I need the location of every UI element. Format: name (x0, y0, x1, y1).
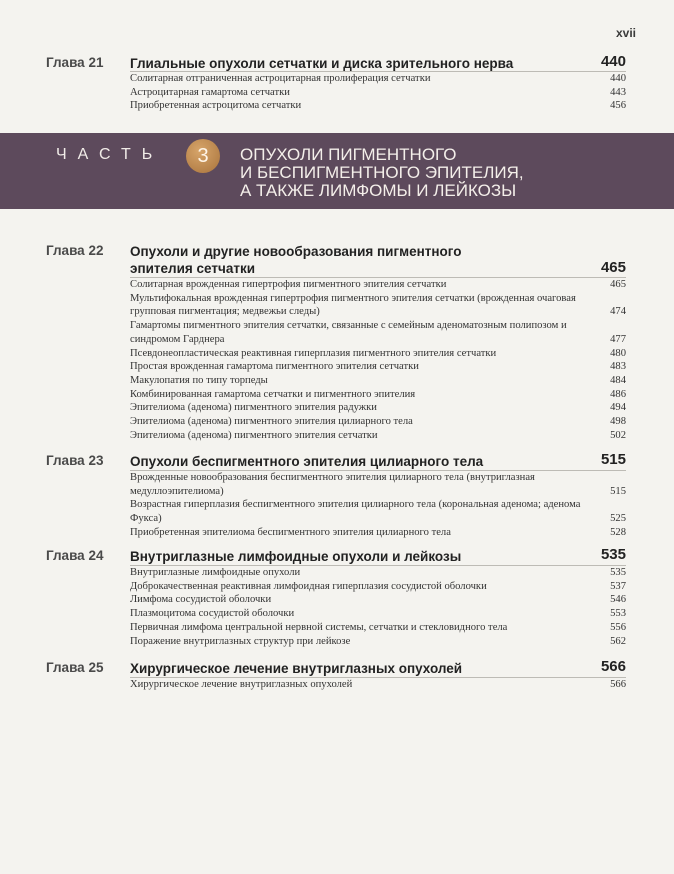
chapter-title: Опухоли и другие новообразования пигментного эпителия сетчатки (130, 244, 462, 276)
chapter-page: 465 (600, 259, 626, 276)
list-item: Эпителиома (аденома) пигментного эпителия сетчатки 502 (130, 429, 626, 441)
list-item: Солитарная врожденная гипертрофия пигментного эпителия сетчатки 465 (130, 279, 626, 290)
list-item: Комбинированная гамартома сетчатки и пигментного эпителия 486 (130, 388, 626, 400)
chapter-label: Глава 24 (46, 548, 104, 563)
list-item: Псевдонеопластическая реактивная гиперплазия пигментного эпителия сетчатки 480 (130, 347, 626, 359)
chapter-title: Опухоли беспигментного эпителия цилиарного тела (130, 454, 484, 469)
chapter-title: Глиальные опухоли сетчатки и диска зрительного нерва (130, 56, 514, 71)
list-item: Приобретенная астроцитома сетчатки 456 (130, 100, 626, 112)
chapter-title: Хирургическое лечение внутриглазных опухолей (130, 661, 463, 676)
chapter-23-entries (130, 471, 626, 540)
chapter-label: Глава 23 (46, 453, 104, 468)
list-item: Простая врожденная гамартома пигментного эпителия сетчатки 483 (130, 361, 626, 373)
list-item: Внутриглазные лимфоидные опухоли 535 (130, 567, 626, 578)
page-number: xvii (615, 26, 636, 40)
chapter-label: Глава 25 (46, 660, 104, 675)
list-item: Гамартомы пигментного эпителия сетчатки, связанные с семейным аденоматозным полипозом и синдромом Гарднера 477 (130, 320, 626, 345)
chapter-21-entries (130, 72, 626, 113)
list-item: Приобретенная эпителиома беспигментного эпителия цилиарного тела 528 (130, 526, 626, 538)
list-item: Плазмоцитома сосудистой оболочки 553 (130, 608, 626, 620)
list-item: Мультифокальная врожденная гипертрофия пигментного эпителия сетчатки (врожденная очаговая групповая пигментация; медвежьи следы) 474 (130, 292, 626, 318)
part-word: ЧАСТЬ (56, 146, 164, 163)
part-title: ОПУХОЛИ ПИГМЕНТНОГО И БЕСПИГМЕНТНОГО ЭПИТЕЛИЯ, А ТАКЖЕ ЛИМФОМЫ И ЛЕЙКОЗЫ (240, 145, 524, 200)
list-item: Солитарная отграниченная астроцитарная пролиферация сетчатки 440 (130, 73, 626, 84)
list-item: Доброкачественная реактивная лимфоидная гиперплазия сосудистой оболочки 537 (130, 580, 626, 592)
chapter-24-entries (130, 566, 626, 648)
list-item: Эпителиома (аденома) пигментного эпителия цилиарного тела 498 (130, 416, 626, 428)
list-item: Астроцитарная гамартома сетчатки 443 (130, 86, 626, 98)
list-item: Лимфома сосудистой оболочки 546 (130, 594, 626, 606)
list-item: Первичная лимфома центральной нервной системы, сетчатки и стекловидного тела 556 (130, 621, 626, 633)
chapter-label: Глава 21 (46, 55, 104, 70)
list-item: Эпителиома (аденома) пигментного эпителия радужки 494 (130, 402, 626, 414)
part-number-badge: 3 (186, 139, 220, 173)
chapter-title: Внутриглазные лимфоидные опухоли и лейкозы (130, 549, 462, 564)
list-item: Поражение внутриглазных структур при лейкозе 562 (130, 635, 626, 647)
chapter-22-entries (130, 278, 626, 442)
chapter-page: 515 (600, 451, 626, 468)
chapter-label: Глава 22 (46, 243, 104, 258)
list-item: Возрастная гиперплазия беспигментного эпителия цилиарного тела (корональная аденома; аденома Фукса) 525 (130, 499, 626, 525)
chapter-page: 535 (600, 546, 626, 563)
chapter-page: 440 (600, 53, 626, 70)
chapter-25-entries (130, 678, 626, 692)
list-item: Макулопатия по типу торпеды 484 (130, 374, 626, 386)
list-item: Хирургическое лечение внутриглазных опухолей 566 (130, 679, 626, 690)
list-item: Врожденные новообразования беспигментного эпителия цилиарного тела (внутриглазная медуллоэпителиома) 515 (130, 472, 626, 497)
chapter-page: 566 (600, 658, 626, 675)
